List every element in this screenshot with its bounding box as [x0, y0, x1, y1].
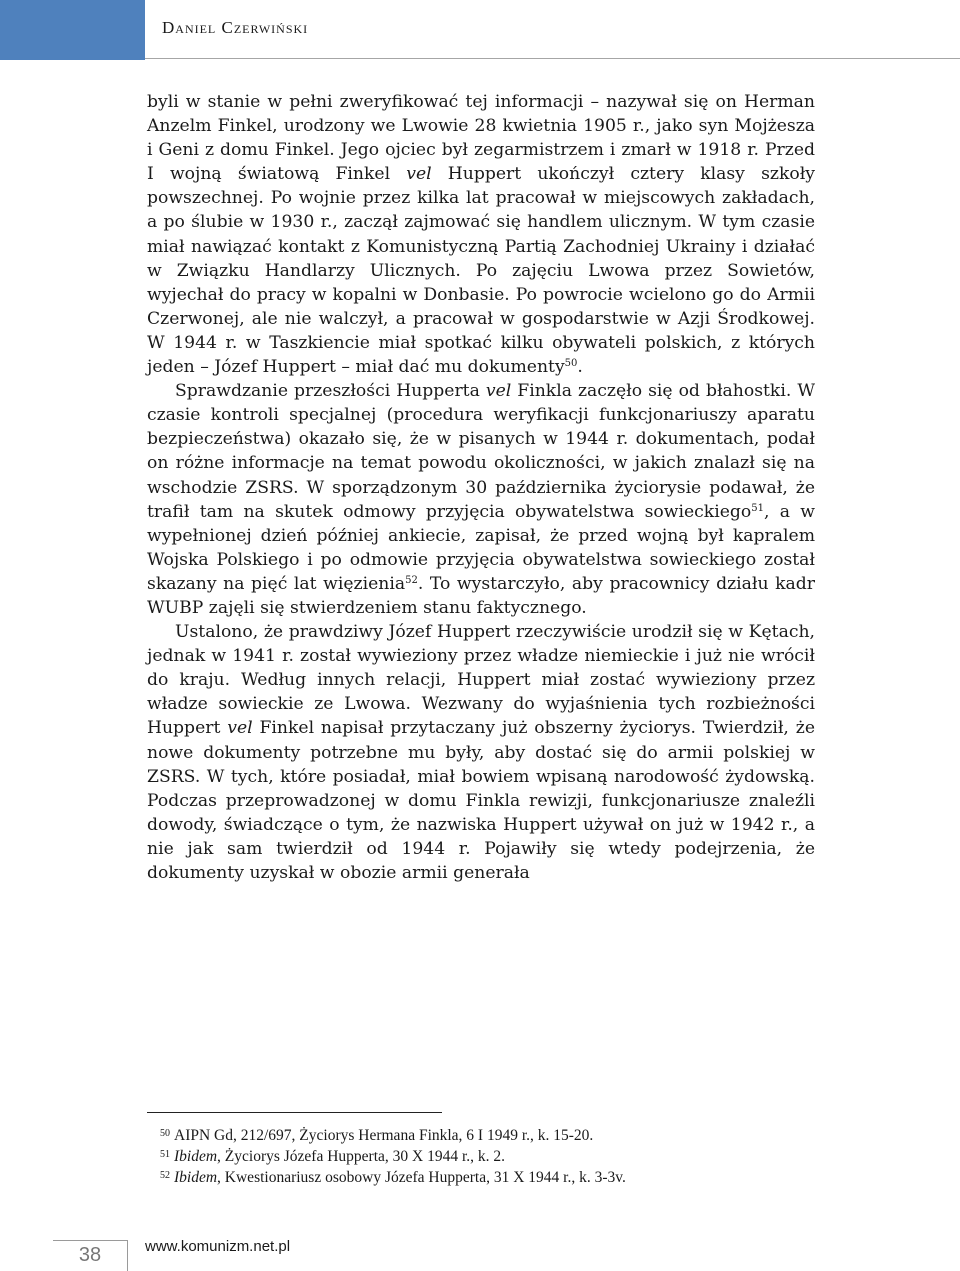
footnote-ref-52[interactable]: 52	[405, 574, 418, 586]
text-run: , a w wypełnionej dzień później ankiecie, zapisał, że przed wojną był kapralem Wojska Polskiego i po odmowie przyjęcia obywatelstwa sowieckiego został skazany na pięć lat więzienia	[147, 501, 815, 594]
text-run: Ustalono, że prawdziwy Józef Huppert rzeczywiście urodził się w Kętach, jednak w 1941 r. został wywieziony przez władze niemieckie i już nie wrócił do kraju. Według innych relacji, Huppert miał zostać wywieziony przez władze sowieckie ze Lwowa. Wezwany do wyjaśnienia tych rozbieżności Huppert	[147, 622, 815, 739]
footnote-text: , Kwestionariusz osobowy Józefa Hupperta, 31 X 1944 r., k. 3-3v.	[217, 1169, 626, 1186]
text-run: . To wystarczyło, aby pracownicy działu kadr WUBP zajęli się stwierdzeniem stanu faktycznego.	[147, 573, 815, 618]
running-header-author: Daniel Czerwiński	[162, 18, 309, 37]
footnote-text: , Życiorys Józefa Hupperta, 30 X 1944 r., k. 2.	[217, 1148, 506, 1165]
text-run: Finkel napisał przytaczany już obszerny życiorys. Twierdził, że nowe dokumenty potrzebne mu były, aby dostać się do armii polskiej w ZSRS. W tych, które posiadał, miał bowiem wpisaną narodowość żydowską. Podczas przeprowadzonej w domu Finkla rewizji, funkcjonariusze znaleźli dowody, świadczące o tym, że nazwiska Huppert używał on już w 1942 r., a nie jak sam twierdził od 1944 r. Pojawiły się wtedy podejrzenia, że dokumenty uzyskał w obozie armii generała	[147, 718, 815, 883]
footnote-text: AIPN Gd, 212/697, Życiorys Hermana Finkla, 6 I 1949 r., k. 15-20.	[174, 1127, 594, 1144]
footer-website-link[interactable]: www.komunizm.net.pl	[145, 1238, 291, 1255]
body-text	[147, 90, 815, 885]
footnote-52	[160, 1167, 810, 1188]
header-accent-block	[0, 0, 145, 60]
footnote-number: 50	[160, 1128, 170, 1139]
text-run: byli w stanie w pełni zweryfikować tej informacji – nazywał się on Herman Anzelm Finkel, urodzony we Lwowie 28 kwietnia 1905 r., jako syn Mojżesza i Geni z domu Finkel. Jego ojciec był zegarmistrzem i zmarł w 1918 r. Przed I wojną światową Finkel	[147, 92, 815, 185]
header-rule	[145, 58, 960, 59]
footnote-separator	[147, 1112, 442, 1113]
footnotes	[160, 1125, 810, 1188]
page-number-box	[53, 1240, 128, 1271]
footnote-51	[160, 1146, 810, 1167]
italic-term: vel	[406, 164, 432, 185]
paragraph-1	[147, 90, 815, 379]
text-run: Huppert ukończył cztery klasy szkoły powszechnej. Po wojnie przez kilka lat pracował w miejscowych zakładach, a po ślubie w 1930 r., zaczął zajmować się handlem ulicznym. W tym czasie miał nawiązać kontakt z Komunistyczną Partią Zachodniej Ukrainy i działać w Związku Handlarzy Ulicznych. Po zajęciu Lwowa przez Sowietów, wyjechał do pracy w kopalni w Donbasie. Po powrocie wcielono go do Armii Czerwonej, ale nie walczył, a pracował w gospodarstwie w Azji Środkowej. W 1944 r. w Taszkiencie miał spotkać kilku obywateli polskich, z których jeden – Józef Huppert – miał dać mu dokumenty	[147, 164, 815, 378]
footnote-number: 52	[160, 1170, 170, 1181]
footnote-number: 51	[160, 1149, 170, 1160]
text-run: Finkla zaczęło się od błahostki. W czasie kontroli specjalnej (procedura weryfikacji funkcjonariuszy aparatu bezpieczeństwa) okazało się, że w pisanych w 1944 r. dokumentach, podał on różne informacje na temat powodu okoliczności, w jakich znalazł się na wschodzie ZSRS. W sporządzonym 30 października życiorysie podawał, że trafił tam na skutek odmowy przyjęcia obywatelstwa sowieckiego	[147, 381, 815, 522]
footnote-ref-50[interactable]: 50	[564, 358, 578, 370]
page-number: 38	[78, 1244, 102, 1266]
footnote-ref-51[interactable]: 51	[751, 502, 764, 514]
text-run: Sprawdzanie przeszłości Hupperta	[175, 381, 486, 402]
footnote-50	[160, 1125, 810, 1146]
footnote-italic: Ibidem	[174, 1148, 218, 1165]
text-run: .	[577, 357, 583, 378]
paragraph-3	[147, 620, 815, 885]
paragraph-2	[147, 379, 815, 620]
italic-term: vel	[485, 381, 512, 402]
italic-term: vel	[227, 718, 253, 739]
footnote-italic: Ibidem	[174, 1169, 218, 1186]
